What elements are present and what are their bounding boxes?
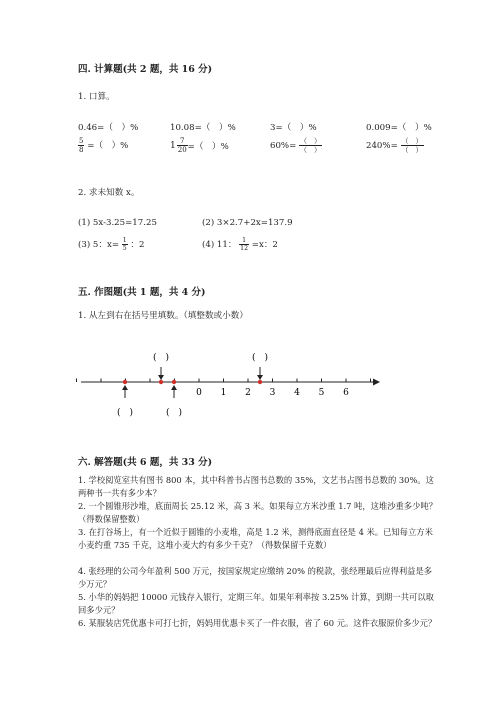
tick-label: 0 xyxy=(196,388,202,398)
equation-3 xyxy=(78,237,144,252)
section-4-title: 四. 计算题(共 2 题，共 16 分) xyxy=(78,64,213,75)
calc-item-7 xyxy=(270,137,322,154)
answer-blank-1: ( ) xyxy=(152,353,170,363)
fraction xyxy=(299,137,322,154)
denominator: （ ） xyxy=(401,146,423,154)
arrow-up-1 xyxy=(122,385,128,398)
equation-4 xyxy=(202,237,278,252)
denominator: 20 xyxy=(177,146,187,154)
number-line-tick-labels xyxy=(196,388,349,398)
problem-3: 3. 在打谷场上，有一个近似于圆锥的小麦堆，高是 1.2 米，测得底面直径是 4 米。已知每立方米小麦约重 735 千克，这堆小麦大约有多少千克？（得数保留千克数） xyxy=(78,527,433,550)
numerator: 7 xyxy=(177,137,188,146)
answer-blank-3: ( ) xyxy=(116,408,134,418)
answer-blank-4: ( ) xyxy=(165,408,183,418)
calc-item-5 xyxy=(78,137,128,154)
denominator: 8 xyxy=(79,146,84,154)
tick-label: 3 xyxy=(269,388,276,398)
calc-item-3: 3=（ ）% xyxy=(270,123,317,133)
equation-lead: (4) 11： xyxy=(202,240,237,250)
section-5-title: 五. 作图题(共 1 题，共 4 分) xyxy=(78,287,206,298)
denominator: 5 xyxy=(122,245,127,252)
fraction xyxy=(122,237,128,252)
arrow-down-1 xyxy=(158,367,164,380)
point-a xyxy=(123,380,127,384)
calc-item-8 xyxy=(366,137,424,154)
fraction xyxy=(239,237,249,252)
tick-label: 1 xyxy=(220,388,227,398)
calc-tail: =（ ）% xyxy=(87,141,129,151)
problem-5: 5. 小华的妈妈把 10000 元钱存入银行，定期三年。如果年利率按 3.25% 计算，到期一共可以取回多少元？ xyxy=(78,592,434,615)
point-d xyxy=(258,380,262,384)
arrow-up-2 xyxy=(171,385,177,398)
calc-item-6 xyxy=(170,137,229,154)
tick-label: 6 xyxy=(343,388,349,398)
calc-item-1: 0.46=（ ）% xyxy=(78,123,139,133)
arrow-down-2 xyxy=(257,367,263,380)
numerator: （ ） xyxy=(401,137,423,145)
problem-2: 2. 一个圆锥形沙堆，底面周长 25.12 米，高 3 米。如果每立方米沙重 1.7 吨，这堆沙重多少吨？（得数保留整数） xyxy=(78,501,437,524)
point-c xyxy=(172,380,176,384)
fraction xyxy=(401,137,424,154)
point-b xyxy=(159,380,163,384)
problem-6: 6. 某服装店凭优惠卡可打七折，妈妈用优惠卡买了一件衣服，省了 60 元。这件衣服原价多少元？ xyxy=(78,618,437,628)
whole-part: 1 xyxy=(170,140,176,151)
section-6-title: 六. 解答题(共 6 题，共 33 分) xyxy=(78,457,213,468)
fraction xyxy=(78,137,84,154)
problem-1: 1. 学校阅览室共有图书 800 本，其中科普书占图书总数的 35%，文艺书占图书总数的 30%。这两种书一共有多少本？ xyxy=(78,475,434,498)
numerator: 5 xyxy=(79,137,84,145)
calc-tail: =（ ）% xyxy=(187,141,229,152)
calc-lead: 60%= xyxy=(270,141,297,151)
tick-label: 5 xyxy=(318,388,325,398)
calc-item-2: 10.08=（ ）% xyxy=(170,123,236,133)
answer-blank-2: ( ) xyxy=(251,353,269,363)
numerator: （ ） xyxy=(300,137,322,145)
numerator: 1 xyxy=(122,237,127,244)
question-4-1: 1. 口算。 xyxy=(78,92,115,102)
numerator: 1 xyxy=(239,237,249,245)
equation-tail: ：2 xyxy=(130,240,145,250)
equation-1: (1) 5x-3.25=17.25 xyxy=(78,218,157,228)
question-5-1: 1. 从左到右在括号里填数。（填整数或小数） xyxy=(78,311,248,321)
calc-item-4: 0.009=（ ）% xyxy=(366,123,432,133)
denominator: （ ） xyxy=(300,146,322,154)
equation-tail: =x：2 xyxy=(251,240,278,250)
number-line-figure xyxy=(75,345,395,435)
question-4-2: 2. 求未知数 x。 xyxy=(78,188,140,198)
equation-2: (2) 3×2.7+2x=137.9 xyxy=(202,218,293,228)
number-line-arrow xyxy=(373,379,380,386)
equation-lead: (3) 5：x= xyxy=(78,240,120,250)
tick-label: 2 xyxy=(245,388,251,398)
calc-lead: 240%= xyxy=(366,141,398,151)
denominator: 12 xyxy=(240,245,249,252)
problem-4: 4. 张经理的公司今年盈利 500 万元，按国家规定应缴纳 20% 的税款，张经理最后应得利益是多少万元？ xyxy=(78,566,433,589)
fraction xyxy=(177,137,188,154)
tick-label: 4 xyxy=(294,388,300,398)
